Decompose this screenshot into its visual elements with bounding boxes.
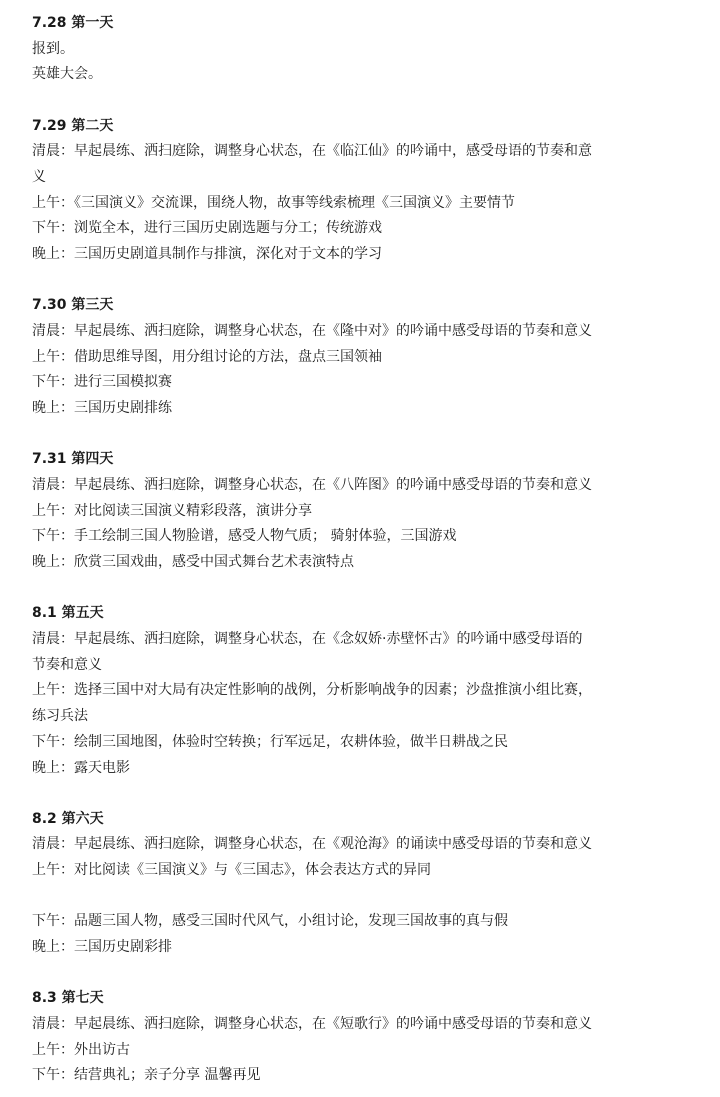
day-title: 8.2 第六天 bbox=[32, 810, 104, 827]
day-section bbox=[32, 986, 642, 1089]
schedule-line: 晚上：露天电影 bbox=[32, 759, 130, 776]
schedule-line: 清晨：早起晨练、洒扫庭除，调整身心状态，在《临江仙》的吟诵中，感受母语的节奏和意 bbox=[32, 143, 592, 160]
schedule-line: 上午：选择三国中对大局有决定性影响的战例，分析影响战争的因素；沙盘推演小组比赛， bbox=[32, 682, 592, 699]
schedule-line: 练习兵法 bbox=[32, 708, 88, 725]
schedule-line: 下午：浏览全本，进行三国历史剧选题与分工；传统游戏 bbox=[32, 220, 382, 237]
day-title: 8.1 第五天 bbox=[32, 605, 104, 622]
schedule-line: 清晨：早起晨练、洒扫庭除，调整身心状态，在《隆中对》的吟诵中感受母语的节奏和意义 bbox=[32, 322, 592, 339]
blank-line bbox=[32, 884, 642, 910]
schedule-line: 晚上：三国历史剧排练 bbox=[32, 400, 172, 417]
day-title: 7.28 第一天 bbox=[32, 15, 114, 31]
day-section bbox=[32, 11, 642, 88]
day-section bbox=[32, 807, 642, 961]
schedule-line: 晚上：欣赏三国戏曲，感受中国式舞台艺术表演特点 bbox=[32, 554, 354, 571]
schedule-line: 晚上：三国历史剧彩排 bbox=[32, 939, 172, 956]
schedule-line: 上午：外出访古 bbox=[32, 1041, 130, 1058]
schedule-line: 下午：手工绘制三国人物脸谱，感受人物气质； 骑射体验，三国游戏 bbox=[32, 528, 457, 545]
schedule-line: 清晨：早起晨练、洒扫庭除，调整身心状态，在《念奴娇·赤壁怀古》的吟诵中感受母语的 bbox=[32, 630, 583, 647]
day-title: 8.3 第七天 bbox=[32, 990, 104, 1007]
schedule-line: 清晨：早起晨练、洒扫庭除，调整身心状态，在《短歌行》的吟诵中感受母语的节奏和意义 bbox=[32, 1016, 592, 1033]
schedule-line: 下午：结营典礼；亲子分享 温馨再见 bbox=[32, 1067, 261, 1084]
schedule-line: 下午：进行三国模拟赛 bbox=[32, 374, 172, 391]
schedule-line: 义 bbox=[32, 168, 46, 185]
schedule-line: 上午：对比阅读《三国演义》与《三国志》，体会表达方式的异同 bbox=[32, 862, 431, 879]
day-title: 7.29 第二天 bbox=[32, 117, 114, 134]
schedule-line: 节奏和意义 bbox=[32, 656, 102, 673]
schedule-line: 晚上：三国历史剧道具制作与排演，深化对于文本的学习 bbox=[32, 246, 382, 263]
schedule-line: 英雄大会。 bbox=[32, 66, 102, 83]
day-section bbox=[32, 447, 642, 576]
day-title: 7.30 第三天 bbox=[32, 297, 114, 314]
schedule-line: 下午：绘制三国地图，体验时空转换；行军远足，农耕体验，做半日耕战之民 bbox=[32, 733, 508, 750]
day-section bbox=[32, 293, 642, 422]
schedule-line: 下午：品题三国人物，感受三国时代风气，小组讨论，发现三国故事的真与假 bbox=[32, 913, 508, 930]
day-section bbox=[32, 601, 642, 781]
schedule-line: 清晨：早起晨练、洒扫庭除，调整身心状态，在《八阵图》的吟诵中感受母语的节奏和意义 bbox=[32, 476, 592, 493]
schedule-line: 上午：对比阅读三国演义精彩段落，演讲分享 bbox=[32, 502, 312, 519]
schedule-line: 清晨：早起晨练、洒扫庭除，调整身心状态，在《观沧海》的诵读中感受母语的节奏和意义 bbox=[32, 836, 592, 853]
day-title: 7.31 第四天 bbox=[32, 451, 114, 468]
schedule-line: 报到。 bbox=[32, 40, 74, 57]
schedule-line: 上午：《三国演义》交流课，围绕人物，故事等线索梳理《三国演义》主要情节 bbox=[32, 194, 515, 211]
day-section bbox=[32, 114, 642, 268]
schedule-line: 上午：借助思维导图，用分组讨论的方法，盘点三国领袖 bbox=[32, 348, 382, 365]
